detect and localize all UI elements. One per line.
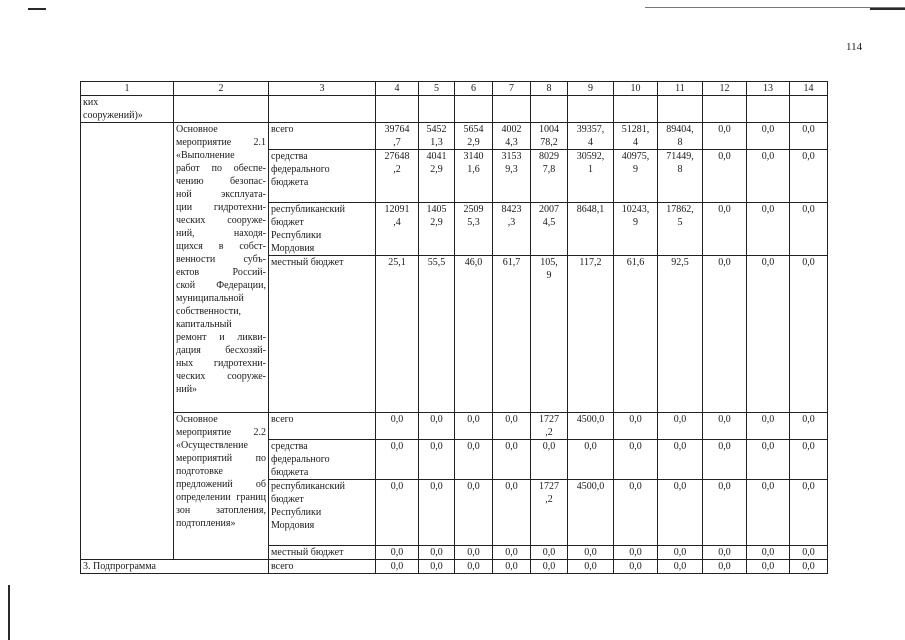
value-cell-text: 0,0	[629, 547, 642, 558]
subprogram-row	[81, 560, 828, 574]
value-cell-text: 0,0	[718, 481, 731, 492]
empty-cell	[419, 96, 455, 123]
value-cell-text: 0,0	[390, 441, 404, 452]
value-cell	[531, 256, 568, 413]
value-cell	[703, 150, 747, 203]
funding-source	[269, 203, 376, 256]
value-cell-text: 0,0	[584, 441, 597, 452]
empty-cell	[493, 96, 531, 123]
empty-cell	[790, 96, 828, 123]
value-cell	[455, 480, 493, 546]
header-row	[81, 82, 828, 96]
funding-source-text: всего	[271, 561, 294, 572]
value-cell-text: 8029 7,8	[539, 151, 559, 175]
value-cell-text: 0,0	[629, 481, 642, 492]
header-cell	[614, 82, 658, 96]
value-cell	[493, 203, 531, 256]
value-cell-text: 8648,1	[576, 204, 605, 215]
value-cell-text: 55,5	[427, 257, 446, 268]
value-cell-text: 0,0	[761, 124, 775, 135]
value-cell	[376, 256, 419, 413]
empty-cell	[531, 96, 568, 123]
value-cell-text: 4041 2,9	[426, 151, 447, 175]
empty-cell	[376, 96, 419, 123]
value-cell-text: 0,0	[467, 441, 480, 452]
value-cell	[419, 546, 455, 560]
value-cell-text: 0,0	[467, 561, 480, 572]
value-cell	[493, 256, 531, 413]
value-cell-text: 0,0	[802, 204, 815, 215]
measure-name-text: Основное мероприятие 2.1 «Выполнение работ по обеспе- чению безопас- ной эксплуата- ции гидротехни- ческих сооруже- ний, находя- щихся в собст- венности субъ- ектов Россий- ской Федерации, муниципальной собственности, капитальный ремонт и ликви- дация бесхозяй- ных гидротехни- ческих сооруже- ний»	[176, 124, 266, 395]
funding-source-text: местный бюджет	[271, 547, 344, 558]
value-cell-text: 0,0	[542, 561, 556, 572]
value-cell-text: 0,0	[802, 547, 815, 558]
value-cell	[531, 413, 568, 440]
value-cell	[531, 480, 568, 546]
value-cell-text: 0,0	[718, 441, 731, 452]
value-cell-text: 0,0	[629, 561, 642, 572]
value-cell	[568, 440, 614, 480]
program-cell	[81, 123, 174, 560]
value-cell-text: 39764 ,7	[384, 124, 410, 148]
value-cell-text: 0,0	[584, 561, 597, 572]
value-cell	[568, 560, 614, 574]
page-number: 114	[846, 41, 863, 53]
value-cell	[568, 413, 614, 440]
subprogram-label	[81, 560, 269, 574]
header-cell-text: 11	[675, 83, 685, 94]
value-cell	[493, 150, 531, 203]
value-cell	[455, 546, 493, 560]
value-cell-text: 8423 ,3	[501, 204, 522, 228]
header-cell	[376, 82, 419, 96]
value-cell-text: 0,0	[430, 561, 443, 572]
header-cell-text: 5	[434, 83, 439, 94]
value-cell-text: 0,0	[390, 481, 404, 492]
value-cell-text: 0,0	[542, 441, 556, 452]
value-cell-text: 0,0	[761, 441, 775, 452]
empty-cell	[703, 96, 747, 123]
value-cell-text: 0,0	[761, 151, 775, 162]
value-cell-text: 2509 5,3	[463, 204, 484, 228]
value-cell-text: 39357, 4	[576, 124, 605, 148]
value-cell-text: 0,0	[718, 257, 731, 268]
continuation-row	[81, 96, 828, 123]
header-cell	[493, 82, 531, 96]
value-cell	[658, 203, 703, 256]
header-cell	[455, 82, 493, 96]
value-cell-text: 0,0	[505, 561, 518, 572]
header-cell	[568, 82, 614, 96]
value-cell	[376, 546, 419, 560]
value-cell-text: 61,7	[502, 257, 521, 268]
value-cell-text: 5452 1,3	[426, 124, 447, 148]
funding-source-text: средства федерального бюджета	[271, 441, 330, 478]
value-cell-text: 1405 2,9	[426, 204, 447, 228]
header-cell	[419, 82, 455, 96]
funding-source-text: республиканский бюджет Республики Мордовия	[271, 204, 346, 254]
value-cell	[419, 560, 455, 574]
value-cell-text: 0,0	[761, 204, 775, 215]
empty-cell	[614, 96, 658, 123]
value-cell-text: 0,0	[718, 204, 731, 215]
value-cell	[614, 560, 658, 574]
value-cell-text: 0,0	[430, 414, 443, 425]
value-cell	[568, 150, 614, 203]
value-cell-text: 3140 1,6	[463, 151, 484, 175]
header-cell-text: 8	[546, 83, 552, 94]
value-cell-text: 0,0	[718, 151, 731, 162]
header-cell	[81, 82, 174, 96]
funding-source	[269, 123, 376, 150]
value-cell	[658, 546, 703, 560]
value-cell-text: 0,0	[802, 124, 815, 135]
value-cell	[790, 546, 828, 560]
value-cell-text: 3153 9,3	[501, 151, 522, 175]
header-cell-text: 4	[394, 83, 400, 94]
value-cell-text: 0,0	[718, 124, 731, 135]
value-cell	[531, 546, 568, 560]
value-cell-text: 5654 2,9	[463, 124, 484, 148]
value-cell	[790, 413, 828, 440]
header-cell-text: 3	[319, 83, 325, 94]
header-cell-text: 14	[803, 83, 814, 94]
funding-source-text: местный бюджет	[271, 257, 344, 268]
value-cell-text: 0,0	[802, 414, 815, 425]
continuation-cell-text: ких сооружений)»	[83, 97, 143, 121]
value-cell	[790, 256, 828, 413]
value-cell	[455, 123, 493, 150]
value-cell-text: 10243, 9	[621, 204, 650, 228]
value-cell-text: 0,0	[673, 547, 687, 558]
value-cell-text: 117,2	[579, 257, 602, 268]
value-cell	[531, 123, 568, 150]
value-cell	[703, 256, 747, 413]
funding-source	[269, 440, 376, 480]
value-cell	[747, 440, 790, 480]
value-cell-text: 0,0	[718, 547, 731, 558]
value-cell-text: 0,0	[467, 481, 480, 492]
empty-cell	[747, 96, 790, 123]
value-cell	[493, 413, 531, 440]
value-cell	[790, 480, 828, 546]
header-cell	[174, 82, 269, 96]
header-cell-text: 12	[719, 83, 730, 94]
value-cell-text: 4500,0	[576, 414, 605, 425]
value-cell	[658, 440, 703, 480]
value-cell	[568, 480, 614, 546]
value-cell	[376, 413, 419, 440]
funding-source	[269, 413, 376, 440]
value-cell	[658, 480, 703, 546]
value-cell	[455, 256, 493, 413]
value-cell	[531, 560, 568, 574]
value-cell	[790, 440, 828, 480]
header-cell-text: 9	[588, 83, 593, 94]
funding-source	[269, 560, 376, 574]
value-cell-text: 1004 78,2	[539, 124, 559, 148]
empty-cell	[174, 96, 269, 123]
value-cell	[568, 203, 614, 256]
value-cell-text: 0,0	[505, 414, 518, 425]
value-cell-text: 61,6	[626, 257, 645, 268]
value-cell	[419, 123, 455, 150]
value-cell-text: 0,0	[802, 561, 815, 572]
value-cell	[790, 123, 828, 150]
value-cell-text: 0,0	[761, 414, 775, 425]
value-cell-text: 0,0	[673, 414, 687, 425]
value-cell	[658, 256, 703, 413]
budget-table	[80, 81, 828, 574]
value-cell-text: 2007 4,5	[539, 204, 559, 228]
value-cell	[747, 256, 790, 413]
value-cell	[376, 203, 419, 256]
value-cell-text: 0,0	[505, 481, 518, 492]
value-cell-text: 0,0	[673, 441, 687, 452]
value-cell	[658, 123, 703, 150]
value-cell	[790, 560, 828, 574]
value-cell-text: 0,0	[584, 547, 597, 558]
value-cell	[703, 560, 747, 574]
value-cell	[419, 150, 455, 203]
value-cell-text: 0,0	[390, 561, 404, 572]
header-cell	[531, 82, 568, 96]
funding-source-text: всего	[271, 414, 294, 425]
funding-source	[269, 150, 376, 203]
value-cell-text: 0,0	[629, 441, 642, 452]
value-cell	[568, 123, 614, 150]
value-cell	[747, 560, 790, 574]
value-cell-text: 0,0	[802, 481, 815, 492]
funding-source-text: средства федерального бюджета	[271, 151, 330, 188]
value-cell-text: 71449, 8	[666, 151, 694, 175]
value-cell	[658, 560, 703, 574]
value-cell-text: 0,0	[390, 547, 404, 558]
empty-cell	[568, 96, 614, 123]
value-cell-text: 0,0	[390, 414, 404, 425]
header-cell-text: 10	[630, 83, 641, 94]
value-cell	[658, 150, 703, 203]
value-cell-text: 0,0	[802, 151, 815, 162]
value-cell	[376, 123, 419, 150]
value-cell-text: 0,0	[761, 481, 775, 492]
value-cell-text: 0,0	[430, 547, 443, 558]
value-cell-text: 0,0	[467, 414, 480, 425]
value-cell-text: 30592, 1	[576, 151, 605, 175]
value-cell-text: 0,0	[673, 561, 687, 572]
value-cell	[419, 203, 455, 256]
value-cell	[455, 150, 493, 203]
funding-source	[269, 546, 376, 560]
header-cell-text: 13	[763, 83, 773, 94]
value-cell	[703, 480, 747, 546]
value-cell	[568, 546, 614, 560]
value-cell-text: 4500,0	[576, 481, 605, 492]
header-cell-text: 6	[471, 83, 476, 94]
header-cell	[790, 82, 828, 96]
value-cell	[747, 413, 790, 440]
value-cell	[790, 203, 828, 256]
value-cell	[614, 480, 658, 546]
value-cell-text: 0,0	[505, 441, 518, 452]
value-cell	[658, 413, 703, 440]
value-cell	[493, 546, 531, 560]
value-cell-text: 0,0	[430, 441, 443, 452]
table-row	[81, 413, 828, 440]
header-cell-text: 1	[124, 83, 130, 94]
value-cell-text: 0,0	[761, 547, 775, 558]
value-cell-text: 1727 ,2	[539, 414, 559, 438]
value-cell	[455, 440, 493, 480]
value-cell	[614, 123, 658, 150]
value-cell-text: 0,0	[802, 441, 815, 452]
value-cell-text: 0,0	[718, 414, 731, 425]
value-cell	[747, 546, 790, 560]
value-cell	[531, 203, 568, 256]
value-cell	[614, 546, 658, 560]
funding-source	[269, 256, 376, 413]
value-cell	[493, 440, 531, 480]
empty-cell	[658, 96, 703, 123]
value-cell-text: 0,0	[761, 561, 775, 572]
value-cell-text: 1727 ,2	[539, 481, 559, 505]
value-cell	[747, 480, 790, 546]
continuation-cell	[81, 96, 174, 123]
subprogram-label-text: 3. Подпрограмма	[83, 561, 156, 572]
value-cell	[419, 480, 455, 546]
empty-cell	[455, 96, 493, 123]
value-cell	[790, 150, 828, 203]
scan-artifact	[8, 585, 10, 640]
value-cell-text: 0,0	[629, 414, 642, 425]
value-cell-text: 0,0	[718, 561, 731, 572]
value-cell	[614, 440, 658, 480]
value-cell	[747, 123, 790, 150]
value-cell	[419, 440, 455, 480]
value-cell	[455, 560, 493, 574]
value-cell-text: 4002 4,3	[501, 124, 522, 148]
header-cell	[658, 82, 703, 96]
header-cell-text: 2	[218, 83, 224, 94]
value-cell-text: 17862, 5	[666, 204, 694, 228]
value-cell-text: 46,0	[464, 257, 483, 268]
value-cell	[568, 256, 614, 413]
value-cell-text: 51281, 4	[621, 124, 650, 148]
value-cell	[703, 546, 747, 560]
value-cell-text: 27648 ,2	[384, 151, 410, 175]
measure-name	[174, 123, 269, 413]
value-cell	[531, 150, 568, 203]
value-cell-text: 0,0	[802, 257, 815, 268]
value-cell	[376, 560, 419, 574]
scan-artifact	[870, 8, 905, 10]
value-cell-text: 92,5	[671, 257, 689, 268]
header-cell	[747, 82, 790, 96]
value-cell-text: 0,0	[430, 481, 443, 492]
value-cell	[703, 413, 747, 440]
value-cell-text: 105, 9	[540, 257, 558, 281]
value-cell	[614, 413, 658, 440]
header-cell	[269, 82, 376, 96]
value-cell-text: 0,0	[542, 547, 556, 558]
value-cell	[531, 440, 568, 480]
value-cell-text: 12091 ,4	[384, 204, 410, 228]
value-cell	[419, 256, 455, 413]
value-cell	[455, 413, 493, 440]
value-cell	[376, 480, 419, 546]
value-cell	[703, 440, 747, 480]
funding-source-text: республиканский бюджет Республики Мордовия	[271, 481, 346, 531]
table-row	[81, 123, 828, 150]
value-cell-text: 0,0	[673, 481, 687, 492]
measure-name-text: Основное мероприятие 2.2 «Осуществление мероприятий по подготовке предложений об определении границ зон затопления, подтопления»	[176, 414, 266, 529]
funding-source	[269, 480, 376, 546]
value-cell-text: 40975, 9	[621, 151, 650, 175]
value-cell-text: 0,0	[505, 547, 518, 558]
value-cell	[747, 203, 790, 256]
value-cell	[376, 150, 419, 203]
header-cell-text: 7	[509, 83, 514, 94]
value-cell	[614, 256, 658, 413]
empty-cell	[269, 96, 376, 123]
value-cell	[614, 150, 658, 203]
value-cell	[493, 123, 531, 150]
value-cell	[493, 480, 531, 546]
scan-artifact	[28, 8, 46, 10]
value-cell-text: 0,0	[761, 257, 775, 268]
measure-name	[174, 413, 269, 560]
value-cell	[493, 560, 531, 574]
value-cell	[703, 203, 747, 256]
value-cell	[419, 413, 455, 440]
funding-source-text: всего	[271, 124, 294, 135]
value-cell	[376, 440, 419, 480]
scan-artifact	[645, 7, 905, 8]
value-cell	[614, 203, 658, 256]
value-cell	[703, 123, 747, 150]
value-cell-text: 25,1	[388, 257, 406, 268]
value-cell	[455, 203, 493, 256]
value-cell	[747, 150, 790, 203]
value-cell-text: 89404, 8	[666, 124, 694, 148]
value-cell-text: 0,0	[467, 547, 480, 558]
header-cell	[703, 82, 747, 96]
